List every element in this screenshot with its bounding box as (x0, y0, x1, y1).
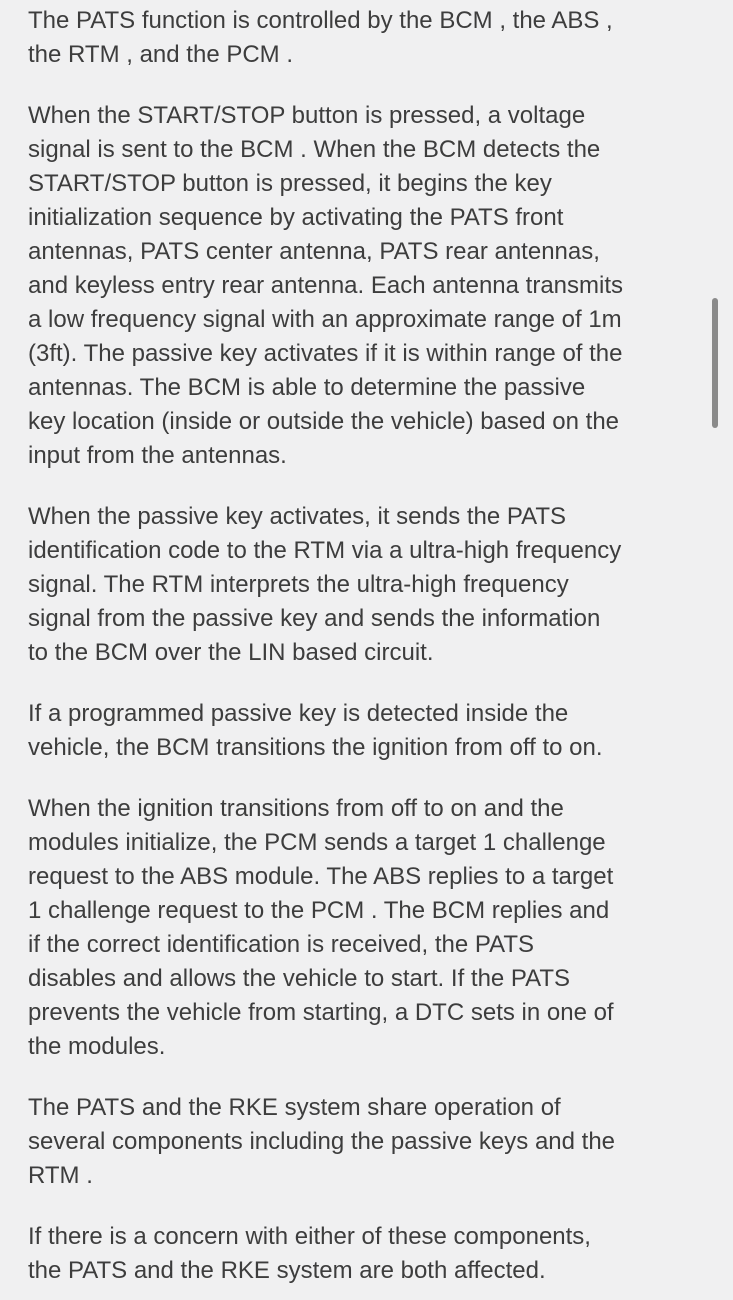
text-line: several components including the passive keys and the (28, 1128, 616, 1155)
text-line: modules initialize, the PCM sends a target 1 challenge (28, 829, 606, 856)
text-line: (3ft). The passive key activates if it is within range of the (28, 340, 623, 367)
text-line: signal is sent to the BCM . When the BCM detects the (28, 136, 601, 163)
text-line: to the BCM over the LIN based circuit. (28, 639, 434, 666)
text-line: signal. The RTM interprets the ultra-high frequency (28, 571, 569, 598)
text-line: The PATS and the RKE system share operation of (28, 1094, 561, 1121)
text-line: The PATS function is controlled by the BCM , the ABS , (28, 7, 613, 34)
document-text (28, 4, 705, 1288)
paragraph (28, 1220, 705, 1288)
paragraph (28, 4, 705, 72)
text-line: If there is a concern with either of these components, (28, 1223, 591, 1250)
paragraph (28, 792, 705, 1064)
text-line: if the correct identification is received, the PATS (28, 931, 535, 958)
text-line: signal from the passive key and sends the information (28, 605, 601, 632)
paragraph (28, 1091, 705, 1193)
scrollbar-thumb[interactable] (712, 298, 718, 428)
text-line: identification code to the RTM via a ultra-high frequency (28, 537, 622, 564)
text-line: the modules. (28, 1033, 166, 1060)
paragraph (28, 500, 705, 670)
text-line: initialization sequence by activating the PATS front (28, 204, 564, 231)
text-line: request to the ABS module. The ABS replies to a target (28, 863, 614, 890)
text-line: When the passive key activates, it sends the PATS (28, 503, 567, 530)
paragraph (28, 697, 705, 765)
text-line: If a programmed passive key is detected inside the (28, 700, 569, 727)
text-line: antennas, PATS center antenna, PATS rear antennas, (28, 238, 600, 265)
text-line: disables and allows the vehicle to start. If the PATS (28, 965, 571, 992)
text-line: antennas. The BCM is able to determine the passive (28, 374, 586, 401)
text-line: RTM . (28, 1162, 93, 1189)
text-line: 1 challenge request to the PCM . The BCM replies and (28, 897, 610, 924)
text-line: the RTM , and the PCM . (28, 41, 293, 68)
text-line: When the START/STOP button is pressed, a voltage (28, 102, 586, 129)
text-line: vehicle, the BCM transitions the ignition from off to on. (28, 734, 603, 761)
text-line: START/STOP button is pressed, it begins the key (28, 170, 552, 197)
text-line: input from the antennas. (28, 442, 287, 469)
text-line: When the ignition transitions from off to on and the (28, 795, 564, 822)
text-line: the PATS and the RKE system are both affected. (28, 1257, 546, 1284)
text-line: a low frequency signal with an approximate range of 1m (28, 306, 622, 333)
text-line: prevents the vehicle from starting, a DTC sets in one of (28, 999, 614, 1026)
text-line: and keyless entry rear antenna. Each antenna transmits (28, 272, 624, 299)
text-line: key location (inside or outside the vehicle) based on the (28, 408, 620, 435)
paragraph (28, 99, 705, 473)
